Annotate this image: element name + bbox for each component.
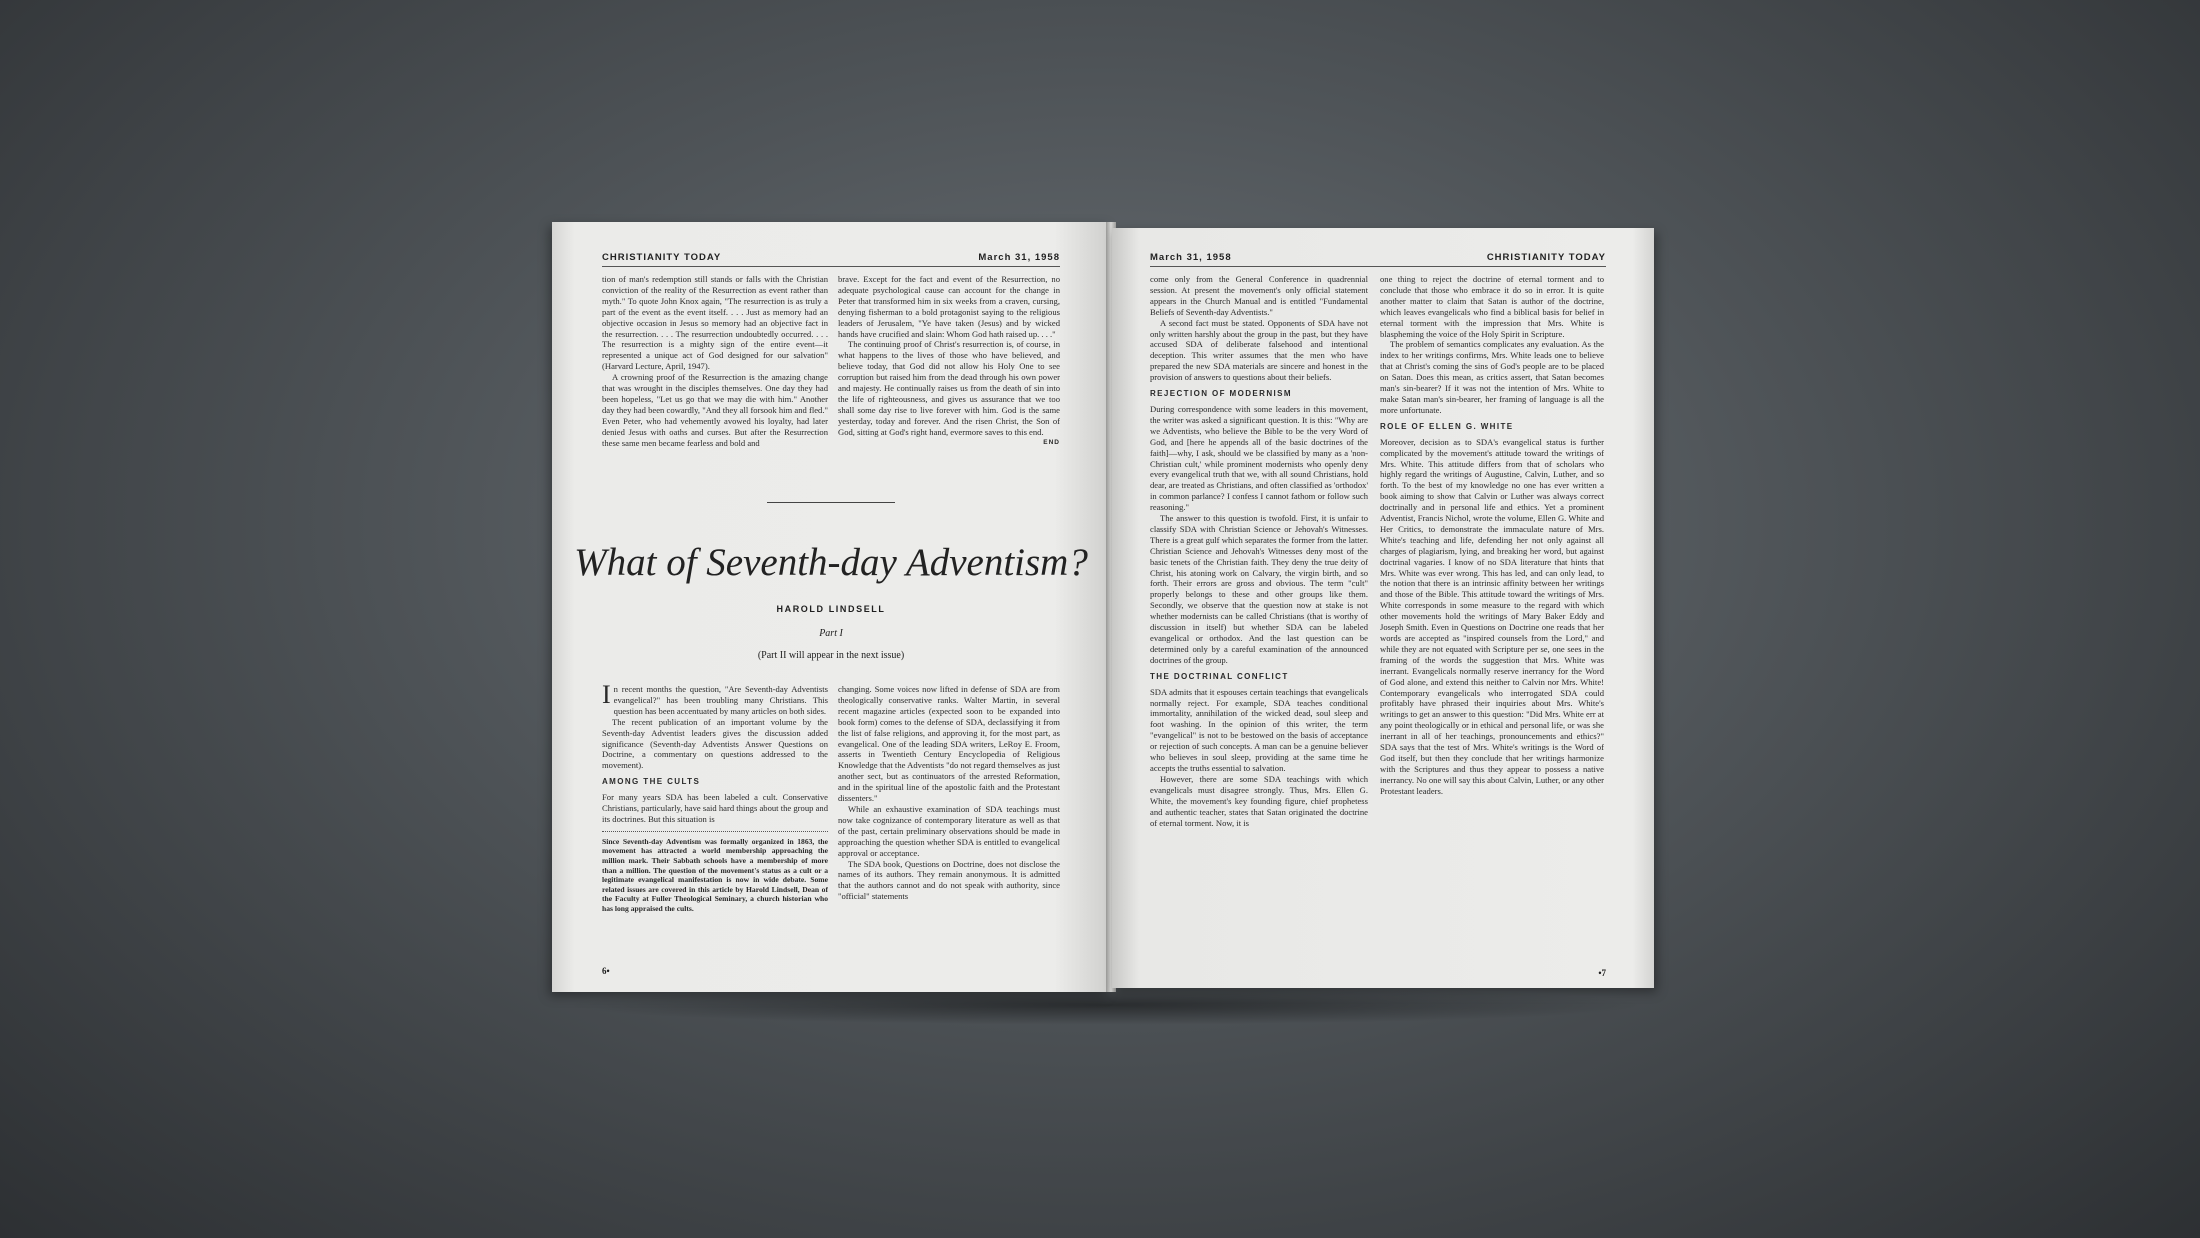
subhead-rejection-of-modernism: REJECTION OF MODERNISM bbox=[1150, 389, 1292, 399]
paragraph: The problem of semantics complicates any evaluation. As the index to her writings confirms, Mrs. White leads one to believe that at Christ's coming the sins of God's people are to be placed on Satan. Does this mean, as critics assert, that Satan becomes man's sin-bearer? If it was not the intention of Mrs. White to make Satan man's sin-bearer, her framing of language is all the more unfortunate. bbox=[1380, 339, 1604, 415]
paragraph: The answer to this question is twofold. First, it is unfair to classify SDA with Christian Science or Jehovah's Witnesses. There is a great gulf which separates the former from the latter. Christian Science and Jehovah's Witnesses deny most of the basic tenets of the Christian faith. They deny the true deity of Christ, his atoning work on Calvary, the virgin birth, and so forth. Their errors are gross and obvious. The term "cult" properly belongs to these and other groups like them. Secondly, we observe that the question now at stake is not whether modernists can be called Christians (that is worthy of discussion in itself) but whether SDA can be labeled evangelical or orthodox. And the last question can be determined only by a careful examination of the announced doctrines of the group. bbox=[1150, 513, 1368, 665]
right-column-2 bbox=[1380, 274, 1604, 964]
header-rule bbox=[602, 266, 1060, 267]
article-title: What of Seventh-day Adventism? bbox=[574, 541, 1088, 584]
paragraph: one thing to reject the doctrine of eternal torment and to conclude that those who embrace it do so in error. It is quite another matter to claim that Satan is author of the doctrine, which leaves evangelicals who find a biblical basis for belief in eternal torment with the impression that Mrs. White is blaspheming the voice of the Holy Spirit in Scripture. bbox=[1380, 274, 1604, 339]
left-top-column-2 bbox=[838, 274, 1060, 500]
paragraph: However, there are some SDA teachings with which evangelicals must disagree strongly. Thus, Mrs. Ellen G. White, the movement's key founding figure, chief prophetess and authentic teacher, states that Satan originated the doctrine of eternal torment. Now, it is bbox=[1150, 773, 1368, 828]
subhead-doctrinal-conflict: THE DOCTRINAL CONFLICT bbox=[1150, 671, 1289, 681]
subhead-among-the-cults: AMONG THE CULTS bbox=[602, 777, 701, 787]
paragraph: Moreover, decision as to SDA's evangelical status is further complicated by the movement's attitude toward the writings of Mrs. White. This attitude differs from that of scholars who highly regard the writings of Augustine, Calvin, Luther, and so forth. To the best of my knowledge no one has ever written a book aiming to show that Calvin or Luther was always correct doctrinally and in personal life and ethics. Yet a prominent Adventist, Francis Nichol, wrote the volume, Ellen G. White and Her Critics, to demonstrate the immaculate nature of Mrs. White's teaching and life, defending her not only against all charges of plagiarism, lying, and breaking her word, but against doctrinal vagaries. I know of no SDA literature that hints that Mrs. White was ever wrong. This has led, and can only lead, to the notion that there is an intrinsic affinity between her writings and those of the Bible. This attitude toward the writings of Mrs. White corresponds in some measure to the regard with which other movements hold the writings of Mary Baker Eddy and Joseph Smith. Even in Questions on Doctrine one reads that her words are accepted as "inspired counsels from the Lord," and while they are not equated with Scripture per se, one sees in the framing of the words the suggestion that Mrs. White was inerrant. Evangelicals normally reserve inerrancy for the Word of God alone, and extend this neither to Calvin nor Mrs. White! Contemporary evangelicals who interrogated SDA could profitably have phrased their inquiries about Mrs. White's writings to get an answer to this question: "Did Mrs. White err at any point theologically or in ethical and personal life, or was she inerrant in all of her teachings, pronouncements and ethics?" SDA says that the test of Mrs. White's writings is the Word of God itself, but then they conclude that her writings harmonize with the Scriptures and thus they appear to possess a native inerrancy. No one will say this about Calvin, Luther, or any other Protestant leaders. bbox=[1380, 436, 1604, 796]
right-page bbox=[1112, 228, 1654, 988]
paragraph: A second fact must be stated. Opponents of SDA have not only written harshly about the group in the past, but they have accused SDA of deliberate falsehood and intentional deception. This writer assumes that the men who have prepared the new SDA materials are sincere and honest in the provision of answers to questions about their beliefs. bbox=[1150, 317, 1368, 383]
paragraph: The continuing proof of Christ's resurrection is, of course, in what happens to the lives of those who have believed, and believe today, that God did not allow his Holy One to see corruption but raised him from the dead through his own power and majesty. He continually raises us from the death of sin into the life of righteousness, and gives us assurance that we too shall some day rise to live forever with him. God is the same yesterday, today and forever. And the risen Christ, the Son of God, sitting at God's right hand, evermore saves to this end. bbox=[838, 339, 1060, 437]
drop-cap: I bbox=[602, 684, 611, 709]
left-page bbox=[552, 222, 1110, 992]
running-head-date: March 31, 1958 bbox=[978, 252, 1060, 263]
paragraph: A crowning proof of the Resurrection is the amazing change that was wrought in the disciples themselves. One day they had been hopeless, "Let us go that we may die with him." Another day they had been cowardly, "And they all forsook him and fled." Even Peter, who had vehemently avowed his loyalty, had later denied Jesus with oaths and curses. But after the Resurrection these same men became fearless and bold and bbox=[602, 372, 828, 448]
left-top-column-1 bbox=[602, 274, 828, 500]
part-note: (Part II will appear in the next issue) bbox=[757, 650, 905, 661]
page-number: •7 bbox=[1598, 968, 1606, 978]
paragraph: come only from the General Conference in quadrennial session. At present the movement's only official statement appears in the Church Manual and is entitled "Fundamental Beliefs of Seventh-day Adventists." bbox=[1150, 274, 1368, 317]
running-head-date: March 31, 1958 bbox=[1150, 252, 1232, 263]
section-divider bbox=[767, 502, 895, 503]
paragraph: While an exhaustive examination of SDA teachings must now take cognizance of contemporary literature as well as that of the past, certain preliminary observations should be made in approaching the question whether SDA is entitled to evangelical approval or acceptance. bbox=[838, 803, 1060, 858]
paragraph: brave. Except for the fact and event of the Resurrection, no adequate psychological cause can account for the change in Peter that transformed him in six weeks from a craven, cursing, denying fisherman to a bold protagonist saying to the religious leaders of Jerusalem, "Ye have taken (Jesus) and by wicked hands have crucified and slain: Whom God hath raised up. . . ." bbox=[838, 274, 1060, 339]
paragraph: For many years SDA has been labeled a cult. Conservative Christians, particularly, have said hard things about the group and its doctrines. But this situation is bbox=[602, 792, 828, 824]
part-label: Part I bbox=[819, 628, 843, 639]
running-head-publication: CHRISTIANITY TODAY bbox=[1486, 252, 1606, 263]
intro-text: n recent months the question, "Are Seventh-day Adventists evangelical?" has been troubling many Christians. This question has been accentuated by many articles on both sides. bbox=[613, 684, 828, 716]
end-mark: END bbox=[1043, 438, 1060, 446]
header-rule bbox=[1150, 266, 1606, 267]
author-bio-box: Since Seventh-day Adventism was formally organized in 1863, the movement has attracted a world membership approaching the million mark. Their Sabbath schools have a membership of more than a million. The question of the movement's status as a cult or a legitimate evangelical manifestation is now in wide debate. Some related issues are covered in this article by Harold Lindsell, Dean of the Faculty at Fuller Theological Seminary, a church historian who has long appraised the cults. bbox=[602, 831, 828, 914]
paragraph: The SDA book, Questions on Doctrine, does not disclose the names of its authors. They remain anonymous. It is admitted that the authors cannot and do not speak with authority, since "official" statements bbox=[838, 858, 1060, 902]
byline: HAROLD LINDSELL bbox=[776, 604, 886, 614]
subhead-role-of-ellen-white: ROLE OF ELLEN G. WHITE bbox=[1380, 421, 1514, 431]
left-body-column-2 bbox=[838, 684, 1060, 964]
left-body-column-1 bbox=[602, 684, 828, 964]
intro-paragraph bbox=[602, 684, 828, 717]
paragraph: The recent publication of an important volume by the Seventh-day Adventist leaders gives the discussion added significance (Seventh-day Adventists Answer Questions on Doctrine, a commentary on questions addressed to the movement). bbox=[602, 716, 828, 771]
paragraph: During correspondence with some leaders in this movement, the writer was asked a significant question. It is this: "Why are we Adventists, who believe the Bible to be the very Word of God, and [here he appends all of the basic doctrines of the faith]—why, I ask, should we be classified by many as a 'non-Christian cult,' while prominent modernists who openly deny every evangelical truth that we, with all sound Christians, hold dear, are treated as Christians, and often classified as 'orthodox' in common parlance? I confess I cannot fathom or follow such reasoning." bbox=[1150, 403, 1368, 513]
right-column-1 bbox=[1150, 274, 1368, 964]
page-number: 6• bbox=[602, 966, 610, 976]
running-head-publication: CHRISTIANITY TODAY bbox=[602, 252, 722, 263]
paragraph: changing. Some voices now lifted in defense of SDA are from theologically conservative ranks. Walter Martin, in several recent magazine articles (expected soon to be expanded into book form) comes to the defense of SDA, declassifying it from the list of false religions, and approving it, for the most part, as evangelical. One of the leading SDA writers, LeRoy E. Froom, asserts in Twentieth Century Encyclopedia of Religious Knowledge that the Adventists "do not regard themselves as just another sect, but as continuators of the arrested Reformation, and in the spiritual line of the apostolic faith and the Protestant dissenters." bbox=[838, 684, 1060, 804]
paragraph: SDA admits that it espouses certain teachings that evangelicals normally reject. For example, SDA teaches conditional immortality, annihilation of the wicked dead, soul sleep and foot washing. In the opinion of this writer, the term "evangelical" is not to be bestowed on the basis of acceptance or rejection of such concepts. A man can be a genuine believer who believes in soul sleep, providing at the same time he accepts the truths essential to salvation. bbox=[1150, 686, 1368, 773]
paragraph: tion of man's redemption still stands or falls with the Christian conviction of the reality of the Resurrection as event rather than myth." To quote John Knox again, "The resurrection is as truly a part of the event as the event itself. . . . Just as memory had an objective occasion in Jesus so memory had an objective fact in the resurrection. . . . The resurrection undoubtedly occurred. . . . The resurrection is a mighty sign of the entire event—it represented a unique act of God designed for our salvation" (Harvard Lecture, April, 1947). bbox=[602, 274, 828, 372]
